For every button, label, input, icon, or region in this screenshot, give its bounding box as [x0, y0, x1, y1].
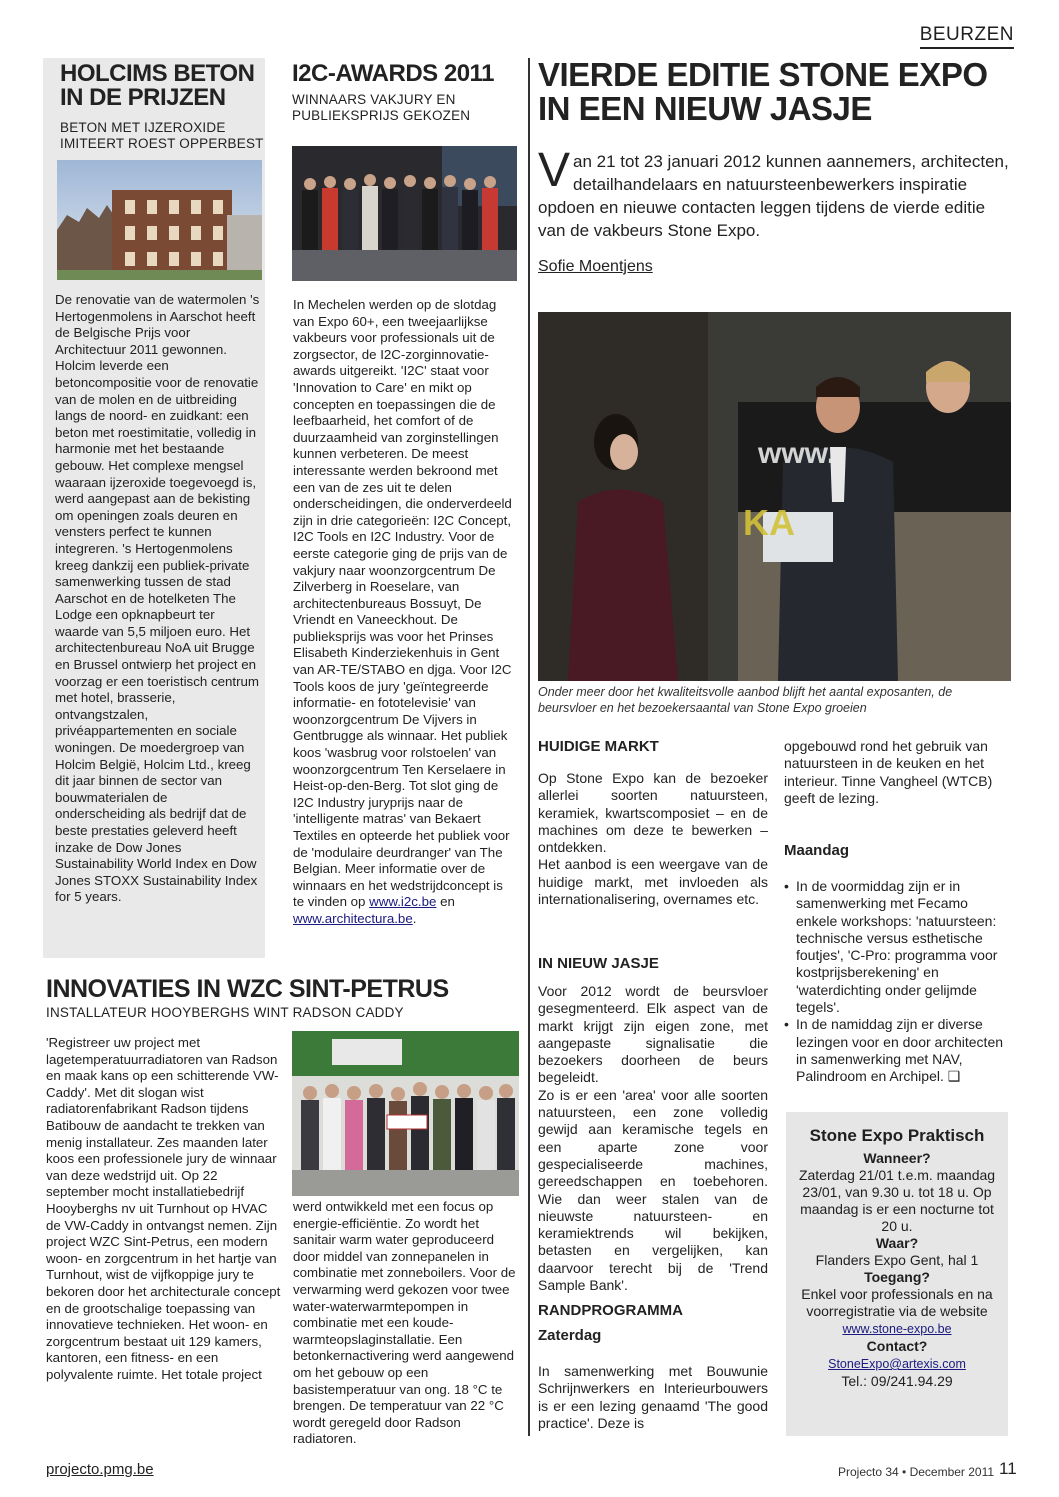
jasje-p1: Voor 2012 wordt de beursvloer gesegmenteerd. Elk aspect van de markt krijgt zijn eigen zone, met aangepaste signalisatie die bezoekers doorheen de beurs begeleidt.	[538, 983, 768, 1086]
wzc-title: INNOVATIES IN WZC SINT-PETRUS	[46, 975, 449, 1003]
i2c-title: I2C-AWARDS 2011	[292, 60, 494, 87]
i2c-link[interactable]: www.i2c.be	[369, 894, 437, 910]
h-huidige-markt: HUIDIGE MARKT	[538, 738, 659, 755]
end-mark-icon: ❑	[947, 1068, 961, 1085]
markt-body	[538, 770, 768, 908]
waar-label: Waar?	[875, 1235, 919, 1251]
footer-page-number: 11	[999, 1459, 1017, 1478]
wzc-body-left: 'Registreer uw project met lagetemperatuurradiatoren van Radson en maak kans op een schitterende VW-Caddy'. Met dit slogan wist radiatorenfabrikant Radson tijdens Batibouw de aandacht te trekken van menig installateur. Zes maanden later koos een professionele jury de winnaar van deze wedstrijd uit. Op 22 september mocht installatiebedrijf Hooyberghs nv uit Turnhout op HVAC de VW-Caddy in ontvangst nemen. Zijn project WZC Sint-Petrus, een modern woon- en zorgcentrum in het hartje van Turnhout, wist de vijfkoppige jury te bekoren door het architecturale concept en de grootschalige toepassing van innovatieve technieken. Het woon- en zorgcentrum bestaat uit 129 kamers, kantoren, een fitness- en een polyvalente ruimte. Het totale project	[46, 1035, 281, 1382]
stone-title-line1: VIERDE EDITIE STONE EXPO	[538, 56, 988, 93]
website-row	[786, 1320, 1008, 1338]
stone-caption: Onder meer door het kwaliteitsvolle aanbod blijft het aantal exposanten, de beursvloer en het bezoekersaantal van Stone Expo groeien	[538, 685, 953, 715]
h-in-nieuw-jasje: IN NIEUW JASJE	[538, 955, 659, 972]
markt-p2: Het aanbod is een weergave van de huidige markt, met invloeden als internationalisering, overnames etc.	[538, 856, 768, 908]
i2c-end: .	[412, 910, 417, 926]
stone-title	[538, 58, 1018, 126]
i2c-body	[293, 297, 515, 928]
maandag-items	[784, 878, 1008, 1086]
telephone: Tel.: 09/241.94.29	[841, 1373, 953, 1389]
praktisch-title: Stone Expo Praktisch	[809, 1126, 985, 1145]
wanneer-value: Zaterdag 21/01 t.e.m. maandag 23/01, van 9.30 u. tot 18 u. Op maandag is er een nocturne tot 20 u.	[798, 1167, 996, 1234]
i2c-and: en	[436, 894, 455, 910]
holcim-photo	[57, 160, 262, 280]
h-zaterdag: Zaterdag	[538, 1327, 602, 1344]
holcim-body: De renovatie van de watermolen 's Hertogenmolens in Aarschot heeft de Belgische Prijs voor Architectuur 2011 gewonnen. Holcim leverde een betoncompositie voor de renovatie van de molen en de uitbreiding langs de noord- en zuidkant: een beton met roestimitatie, volledig in harmonie met het bestaande gebouw. Het complexe mengsel waaraan ijzeroxide toegevoegd is, werd aangepast aan de bekisting om openingen zoals deuren en vensters perfect te kunnen integreren. 's Hertogenmolens kreeg dankzij een publiek-private samenwerking tussen de stad Aarschot en de hotelketen The Lodge een opknapbeurt ter waarde van 5,5 miljoen euro. Het architectenbureau NoA uit Brugge en Brussel ontwierp het project en voorzag er een toeristisch centrum met hotel, brasserie, ontvangstzalen, privéappartementen en sociale woningen. De moedergroep van Holcim België, Holcim Ltd., kreeg dit jaar binnen de sector van bouwmaterialen de onderscheiding als bedrijf dat de beste prestaties geleverd heeft inzake de Dow Jones Sustainability World Index en Dow Jones STOXX Sustainability Index for 5 years.	[55, 292, 260, 905]
stone-dropcap: V	[538, 144, 571, 197]
zaterdag-body-cont: opgebouwd rond het gebruik van natuursteen in de keuken en het interieur. Tinne Vangheel (WTCB) geeft de lezing.	[784, 738, 993, 806]
markt-p1: Op Stone Expo kan de bezoeker allerlei soorten natuursteen, keramiek, kwartscomposiet – en de machines om deze te bewerken – ontdekken.	[538, 770, 768, 856]
h-randprogramma: RANDPROGRAMMA	[538, 1302, 683, 1319]
footer-issue: Projecto 34 • December 2011	[838, 1465, 995, 1479]
toegang-label: Toegang?	[864, 1269, 930, 1285]
i2c-body-text: In Mechelen werden op de slotdag van Expo 60+, een tweejaarlijkse vakbeurs voor professionals uit de zorgsector, de I2C-zorginnovatie-awards uitgereikt. 'I2C' staat voor 'Innovation to Care' en mikt op concepten en toepassingen die de leefbaarheid, het comfort of de duurzaamheid van zorginstellingen kunnen verbeteren. De meest interessante werden bekroond met een van de zes uit te delen onderscheidingen, die onderverdeeld zijn in drie categorieën: I2C Concept, I2C Tools en I2C Industry. Voor de eerste categorie ging de prijs van de vakjury naar woonzorgcentrum De Zilverberg in Roeselare, van architectenbureaus Bossuyt, De Vriendt en Vaneeckhout. De publieksprijs was voor het Prinses Elisabeth Kinderziekenhuis in Gent van AR-TE/STABO en djga. Voor I2C Tools koos de jury 'geïntegreerde informatie- en fototelevisie' van woonzorgcentrum De Vijvers in Gentbrugge als winnaar. Het publiek koos 'wasbrug voor rolstoelen' van woonzorgcentrum Ten Kerselaere in Heist-op-den-Berg. Tot slot ging de I2C Industry juryprijs naar de 'intelligente matras' van Bekaert Textiles en opteerde het publiek voor de 'modulaire deurdranger' van The Belgian. Meer informatie over de winnaars en het wedstrijdconcept is te vinden op	[293, 297, 512, 910]
i2c-subtitle: WINNAARS VAKJURY EN PUBLIEKSPRIJS GEKOZEN	[292, 92, 471, 123]
maandag-list	[784, 878, 1008, 1086]
stone-photo-sign: www.	[758, 437, 836, 470]
jasje-body	[538, 983, 768, 1294]
website-link[interactable]: www.stone-expo.be	[842, 1322, 952, 1336]
stone-intro	[538, 144, 1013, 242]
architectura-link[interactable]: www.architectura.be	[293, 910, 413, 926]
stone-photo	[538, 312, 1011, 681]
stone-intro-text: an 21 tot 23 januari 2012 kunnen aannemers, architecten, detailhandelaars en natuursteenbewerkers inspiratie opdoen en nieuwe contacten leggen tijdens de vierde editie van de vakbeurs Stone Expo.	[538, 152, 1009, 240]
holcim-title: HOLCIMS BETON IN DE PRIJZEN	[60, 60, 255, 111]
wzc-body-right: werd ontwikkeld met een focus op energie-efficiëntie. Zo wordt het sanitair warm water geproduceerd door middel van zonnepanelen in combinatie met zonneboilers. Voor de verwarming werd gekozen voor twee water-waterwarmtepompen in combinatie met een koude-warmteopslaginstallatie. Een betonkernactivering werd aangewend om het gebouw op een basistemperatuur van ong. 18 °C te brengen. De temperatuur van 22 °C wordt geregeld door Radson radiatoren.	[293, 1199, 516, 1447]
column-divider	[528, 58, 530, 1436]
h-maandag: Maandag	[784, 842, 850, 859]
stone-author: Sofie Moentjens	[538, 258, 653, 275]
zaterdag-body: In samenwerking met Bouwunie Schrijnwerkers en Interieurbouwers is er een lezing genaamd 'The good practice'. Deze is	[538, 1363, 768, 1431]
jasje-p2: Zo is er een 'area' voor alle soorten natuursteen, een zone volledig gewijd aan keramische tegels en een aparte zone voor gespecialiseerde machines, gereedschappen en toebehoren. Wie dan weer stalen van de nieuwste natuursteen- en keramiektrends wil bekijken, betasten en vergelijken, kan daarvoor terecht bij de 'Trend Sample Bank'.	[538, 1086, 768, 1294]
praktisch-box	[786, 1112, 1008, 1436]
i2c-photo	[292, 146, 517, 281]
email-link[interactable]: StoneExpo@artexis.com	[828, 1357, 966, 1371]
email-row	[786, 1355, 1008, 1373]
toegang-value: Enkel voor professionals en na voorregistratie via de website	[801, 1286, 993, 1319]
maandag-item-1: • In de voormiddag zijn er in samenwerking met Fecamo enkele workshops: 'natuursteen: technische versus esthetische foutjes', 'C-Pro: programma voor kostprijsberekening' en 'waterdichting onder gelijmde tegels'.	[784, 878, 1008, 1016]
footer-site: projecto.pmg.be	[46, 1461, 154, 1478]
maandag-item-2	[784, 1016, 1008, 1085]
wzc-subtitle: INSTALLATEUR HOOYBERGHS WINT RADSON CADDY	[46, 1005, 404, 1020]
holcim-subtitle: BETON MET IJZEROXIDE IMITEERT ROEST OPPERBEST	[60, 120, 264, 151]
maandag-item-2-text: In de namiddag zijn er diverse lezingen voor en door architecten in samenwerking met NAV, Palindroom en Archipel.	[796, 1016, 1004, 1085]
wzc-photo	[292, 1031, 519, 1196]
waar-value: Flanders Expo Gent, hal 1	[815, 1252, 979, 1268]
section-tag: BEURZEN	[920, 24, 1014, 49]
wanneer-label: Wanneer?	[863, 1150, 931, 1166]
stone-title-line2: IN EEN NIEUW JASJE	[538, 90, 872, 127]
contact-label: Contact?	[866, 1338, 928, 1354]
stone-photo-sign2: KA	[743, 502, 795, 543]
